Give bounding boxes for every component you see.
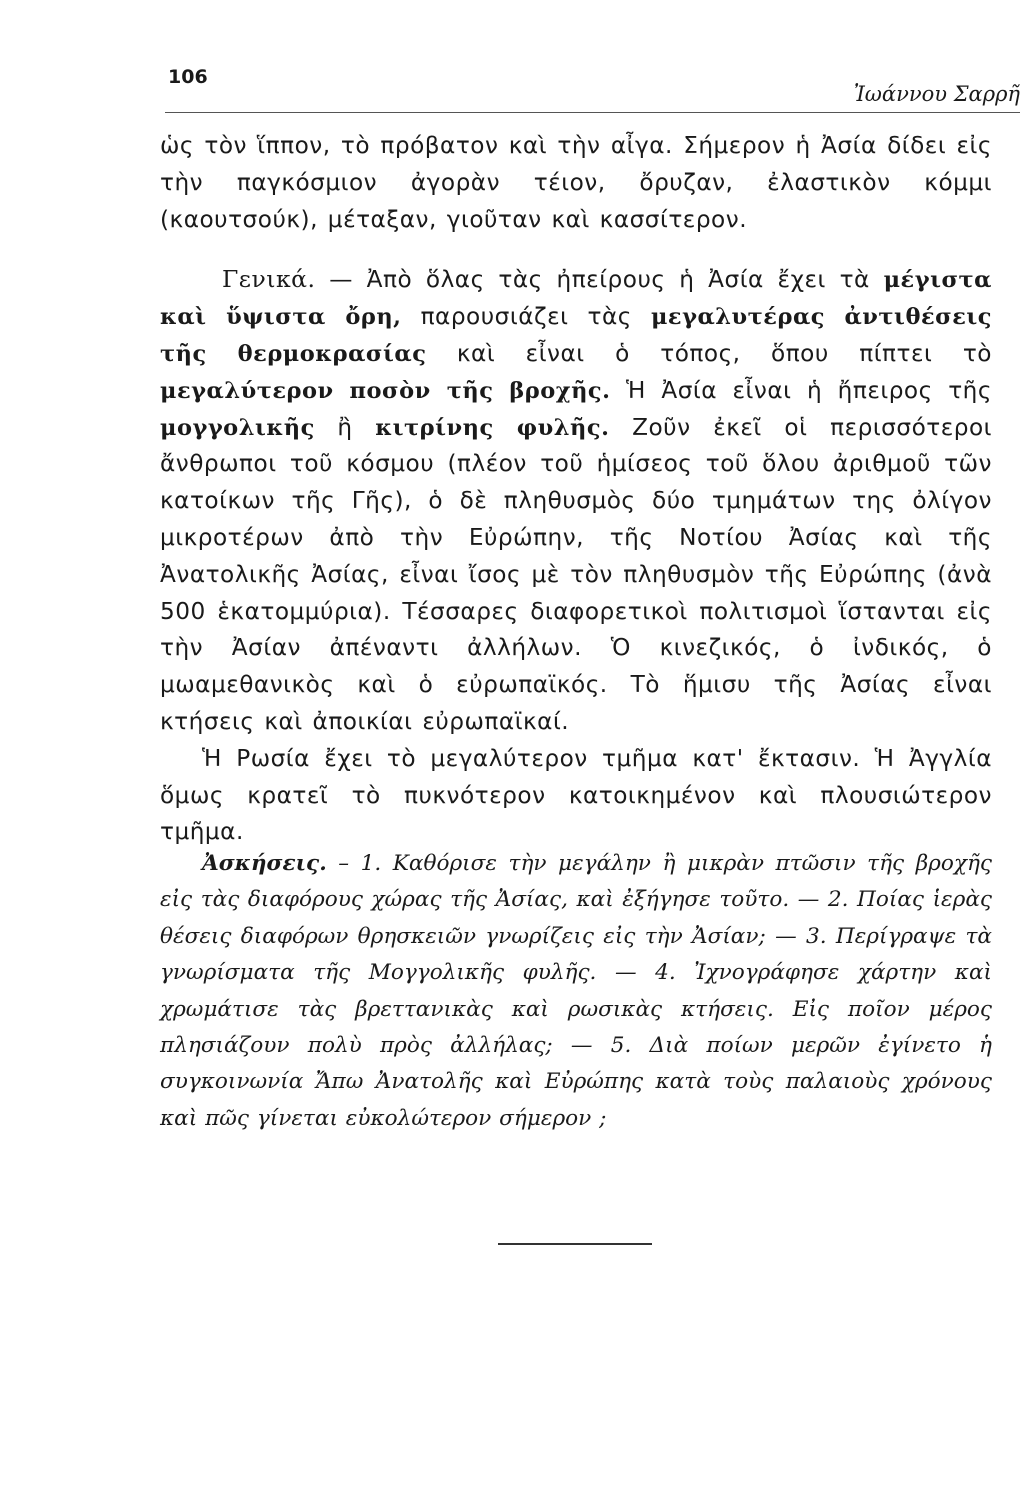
emphasis: μέγιστα καὶ ὕψιστα ὄρη, — [160, 267, 992, 331]
emphasis: μογγολικῆς — [160, 414, 315, 441]
page-number: 106 — [168, 66, 208, 88]
paragraph-lead: Γενικά. — [222, 265, 316, 294]
exercises-text: – 1. Καθόρισε τὴν μεγάλην ἢ μικρὰν πτῶσιν τῆς βροχῆς εἰς τὰς διαφόρους χώρας τῆς Ἀσίας, καὶ ἐξήγησε τοῦτο. — 2. Ποίας ἱερὰς θέσεις διαφόρων θρησκειῶν γνωρίζεις εἰς τὴν Ἀσίαν; — 3. Περίγραψε τὰ γνωρίσματα τῆς Μογγολικῆς φυλῆς. — 4. Ἰχνογράφησε χάρτην καὶ χρωμάτισε τὰς βρεττανικὰς καὶ ρωσικὰς κτήσεις. Εἰς ποῖον μέρος πλησιάζουν πολὺ πρὸς ἀλλήλας; — 5. Διὰ ποίων μερῶν ἐγίνετο ἡ συγκοινωνία Ἄπω Ἀνατολῆς καὶ Εὐρώπης κατὰ τοὺς παλαιοὺς χρόνους καὶ πῶς γίνεται εὐκολώτερον σήμερον ; — [160, 851, 992, 1131]
end-rule — [498, 1243, 652, 1245]
text-run: — Ἀπὸ ὅλας τὰς ἠπείρους ἡ Ἀσία ἔχει τὰ — [315, 266, 884, 294]
text-run: παρουσιάζει τὰς — [401, 303, 651, 331]
exercises-paragraph — [160, 846, 992, 1137]
text-run: ἢ — [314, 413, 376, 441]
main-text — [160, 128, 992, 851]
emphasis: μεγαλύτερον ποσὸν τῆς βροχῆς. — [160, 377, 611, 404]
emphasis: μεγαλυτέρας ἀντιθέσεις τῆς θερμοκρασίας — [160, 304, 992, 367]
text-run: καὶ εἶναι ὁ τόπος, ὅπου πίπτει τὸ — [426, 339, 992, 367]
exercises-section — [160, 846, 992, 1137]
text-run: Ἡ Ἀσία εἶναι ἡ ἤπειρος τῆς — [610, 376, 992, 404]
paragraph-1: ὡς τὸν ἵππον, τὸ πρόβατον καὶ τὴν αἶγα. Σήμερον ἡ Ἀσία δίδει εἰς τὴν παγκόσμιον ἀγορὰν τέιον, ὄρυζαν, ἐλαστικὸν κόμμι (καουτσούκ), μέταξαν, γιοῦταν καὶ κασσίτερον. — [160, 132, 992, 233]
paragraph-2 — [160, 261, 992, 740]
header-rule — [165, 112, 1020, 113]
emphasis: κιτρίνης φυλῆς. — [375, 414, 610, 441]
exercises-label: Ἀσκήσεις. — [202, 851, 327, 876]
text-run: Ζοῦν ἐκεῖ οἱ περισσότεροι ἄνθρωποι τοῦ κόσμου (πλέον τοῦ ἡμίσεος τοῦ ὅλου ἀριθμοῦ τῶν κατοίκων τῆς Γῆς), ὁ δὲ πληθυσμὸς δύο τμημάτων της ὀλίγον μικροτέρων ἀπὸ τὴν Εὐρώπην, τῆς Νοτίου Ἀσίας καὶ τῆς Ἀνατολικῆς Ἀσίας, εἶναι ἴσος μὲ τὸν πληθυσμὸν τῆς Εὐρώπης (ἀνὰ 500 ἑκατομμύρια). Τέσσαρες διαφορετικοὶ πολιτισμοὶ ἵστανται εἰς τὴν Ἀσίαν ἀπέναντι ἀλλήλων. Ὁ κινεζικός, ὁ ἰνδικός, ὁ μωαμεθανικὸς καὶ ὁ εὐρωπαϊκός. Τὸ ἥμισυ τῆς Ἀσίας εἶναι κτήσεις καὶ ἀποικίαι εὐρωπαϊκαί. — [160, 413, 992, 735]
paragraph-3: Ἡ Ρωσία ἔχει τὸ μεγαλύτερον τμῆμα κατ' ἔκτασιν. Ἡ Ἀγγλία ὅμως κρατεῖ τὸ πυκνότερον κατοικημένον καὶ πλουσιώτερον τμῆμα. — [160, 744, 992, 846]
page-header — [165, 66, 1020, 106]
running-head: Ἰωάννου Σαρρῆ — [853, 82, 1020, 106]
